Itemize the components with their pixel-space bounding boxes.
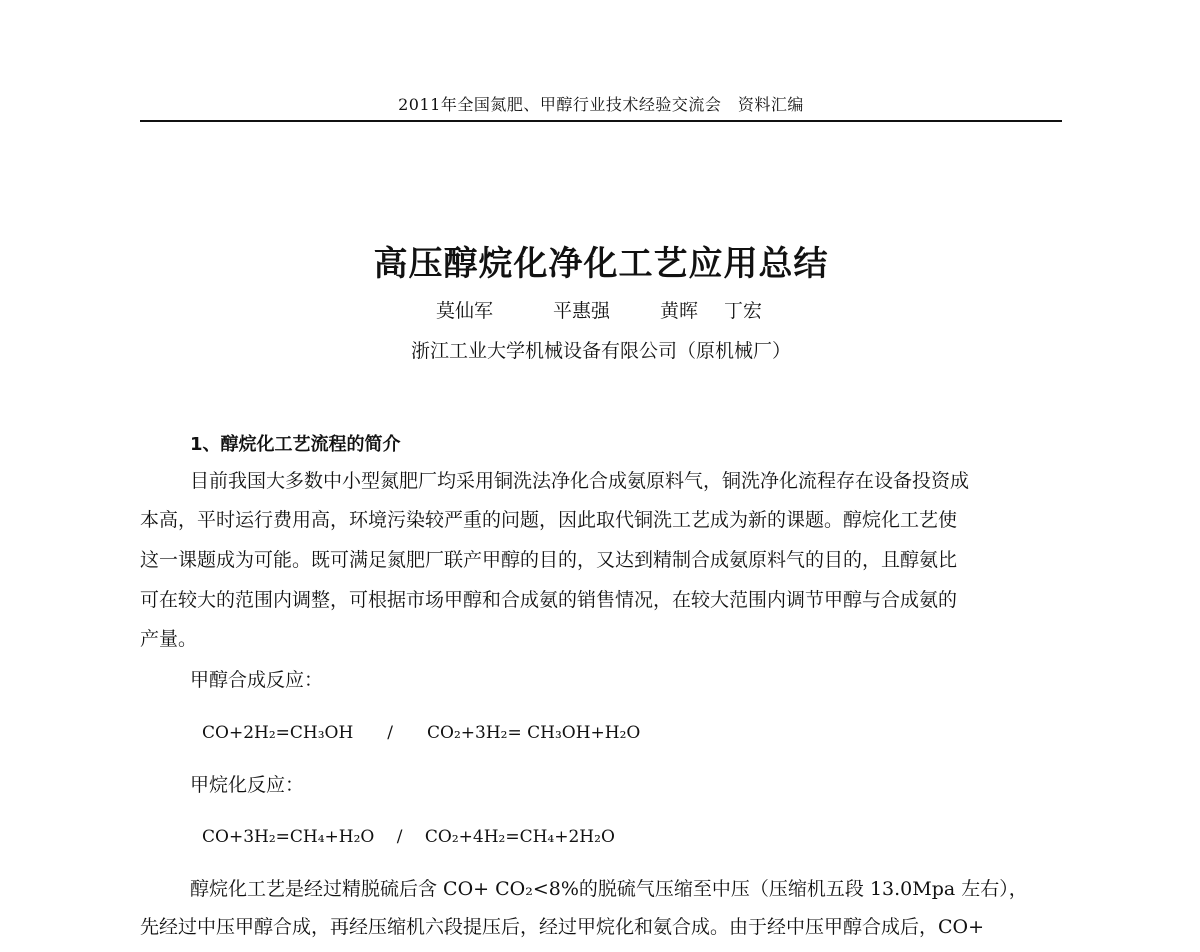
running-header: 2011年全国氮肥、甲醇行业技术经验交流会 资料汇编 — [398, 95, 804, 114]
author-name: 平惠强 — [553, 300, 611, 322]
header-divider — [140, 120, 1062, 122]
paragraph-line: 醇烷化工艺是经过精脱硫后含 CO+ CO₂<8%的脱硫气压缩至中压（压缩机五段 13.0Mpa 左右）， — [190, 878, 1028, 900]
section-heading: 1、醇烷化工艺流程的简介 — [190, 434, 401, 455]
author-name: 黄晖 — [660, 300, 699, 322]
author-name: 莫仙军 — [436, 300, 494, 322]
methanation-reaction-label: 甲烷化反应： — [190, 774, 305, 796]
paragraph-line: 先经过中压甲醇合成，再经压缩机六段提压后，经过甲烷化和氨合成。由于经中压甲醇合成后，CO+ — [140, 916, 985, 938]
methanation-reaction-formula: CO+3H₂=CH₄+H₂O / CO₂+4H₂=CH₄+2H₂O — [202, 827, 615, 847]
paragraph-line: 可在较大的范围内调整，可根据市场甲醇和合成氨的销售情况，在较大范围内调节甲醇与合成氨的 — [140, 589, 958, 611]
methanol-reaction-label: 甲醇合成反应： — [190, 669, 324, 691]
author-name: 丁宏 — [724, 300, 763, 322]
paragraph-line: 产量。 — [140, 628, 198, 650]
paragraph-line: 本高，平时运行费用高，环境污染较严重的问题，因此取代铜洗工艺成为新的课题。醇烷化工艺使 — [140, 509, 958, 531]
author-affiliation: 浙江工业大学机械设备有限公司（原机械厂） — [410, 340, 791, 362]
paragraph-line: 目前我国大多数中小型氮肥厂均采用铜洗法净化合成氨原料气，铜洗净化流程存在设备投资成 — [190, 470, 970, 492]
methanol-reaction-formula: CO+2H₂=CH₃OH / CO₂+3H₂= CH₃OH+H₂O — [202, 723, 641, 743]
article-title: 高压醇烷化净化工艺应用总结 — [373, 244, 829, 284]
paragraph-line: 这一课题成为可能。既可满足氮肥厂联产甲醇的目的，又达到精制合成氨原料气的目的，且醇氨比 — [140, 549, 958, 571]
author-list — [0, 296, 1200, 320]
